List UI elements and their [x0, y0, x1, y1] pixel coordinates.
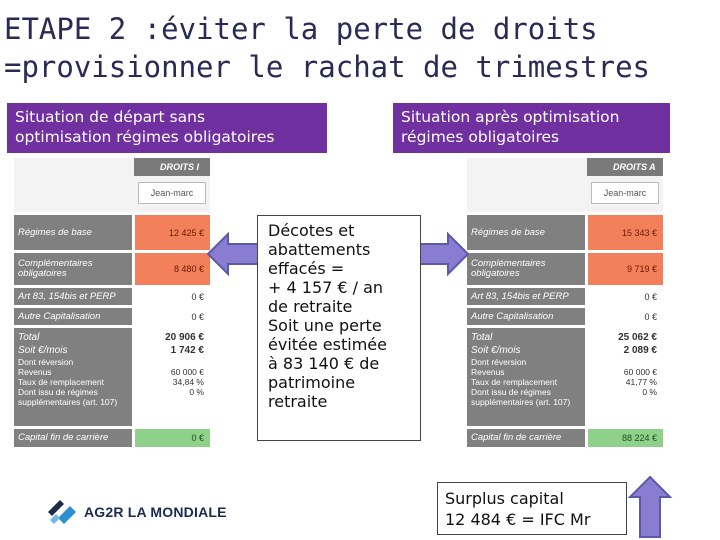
row-value: 15 343 € — [588, 215, 663, 250]
center-line: de retraite — [268, 297, 353, 316]
center-line: abattements — [268, 240, 371, 259]
row-label: Régimes de base — [467, 215, 585, 250]
table-header-title: DROITS A — [587, 158, 663, 176]
page-title — [4, 10, 716, 86]
right-banner-line-2: régimes obligatoires — [401, 128, 560, 146]
row-value: 0 € — [135, 429, 210, 447]
table-row-art83 — [467, 288, 663, 305]
surplus-line-1: Surplus capital — [445, 489, 564, 508]
total-values: 25 062 € 2 089 € 60 000 € 41,77 % 0 % — [588, 328, 663, 426]
center-line: + 4 157 € / an — [268, 278, 384, 297]
left-banner-line-1: Situation de départ sans — [15, 108, 206, 126]
right-banner — [393, 103, 670, 153]
title-line-2: =provisionner le rachat de trimestres — [4, 50, 651, 84]
right-arrow-icon — [418, 230, 470, 278]
row-label: Complémentaires obligatoires — [467, 253, 585, 285]
row-label: Capital fin de carrière — [14, 429, 132, 447]
center-line: Décotes et — [268, 221, 355, 240]
total-values: 20 906 € 1 742 € 60 000 € 34,84 % 0 % — [135, 328, 210, 426]
left-rights-table — [14, 158, 210, 447]
row-label: Capital fin de carrière — [467, 429, 585, 447]
row-label: Complémentaires obligatoires — [14, 253, 132, 285]
row-value: 12 425 € — [135, 215, 210, 250]
left-banner-line-2: optimisation régimes obligatoires — [15, 128, 275, 146]
company-logo — [44, 492, 244, 532]
table-header-name: Jean-marc — [138, 182, 206, 204]
row-value: 88 224 € — [588, 429, 663, 447]
logo-mark-icon — [44, 494, 80, 530]
row-value: 9 719 € — [588, 253, 663, 285]
table-row-base — [467, 215, 663, 250]
table-row-autre-capitalisation — [467, 308, 663, 325]
table-row-base — [14, 215, 210, 250]
table-header — [14, 158, 210, 212]
row-label: Autre Capitalisation — [467, 308, 585, 325]
table-row-autre-capitalisation — [14, 308, 210, 325]
left-arrow-icon — [206, 230, 262, 278]
row-label: Autre Capitalisation — [14, 308, 132, 325]
table-header — [467, 158, 663, 212]
table-row-capital — [467, 429, 663, 447]
center-line: effacés = — [268, 259, 345, 278]
right-banner-line-1: Situation après optimisation — [401, 108, 620, 126]
table-row-complementaires — [14, 253, 210, 285]
left-banner — [7, 103, 327, 153]
row-value: 0 € — [588, 288, 663, 305]
row-value: 8 480 € — [135, 253, 210, 285]
center-line: évitée estimée — [268, 335, 387, 354]
row-label: Art 83, 154bis et PERP — [14, 288, 132, 305]
row-value: 0 € — [135, 288, 210, 305]
right-rights-table — [467, 158, 663, 447]
surplus-capital-box — [437, 482, 627, 535]
table-header-title: DROITS I — [134, 158, 210, 176]
surplus-line-2: 12 484 € = IFC Mr — [445, 510, 591, 529]
title-line-1: ETAPE 2 :éviter la perte de droits — [4, 12, 598, 46]
logo-text: AG2R LA MONDIALE — [84, 504, 227, 520]
table-total-block — [467, 328, 663, 426]
table-row-capital — [14, 429, 210, 447]
center-line: retraite — [268, 392, 328, 411]
table-row-art83 — [14, 288, 210, 305]
table-header-name: Jean-marc — [591, 182, 659, 204]
row-value: 0 € — [588, 308, 663, 325]
total-labels: Total Soit €/mois Dont réversion Revenus Taux de remplacement Dont issu de régimes supplémentaires (art. 107) — [467, 328, 585, 426]
row-label: Régimes de base — [14, 215, 132, 250]
row-value: 0 € — [135, 308, 210, 325]
total-labels: Total Soit €/mois Dont réversion Revenus Taux de remplacement Dont issu de régimes supplémentaires (art. 107) — [14, 328, 132, 426]
center-line: patrimoine — [268, 373, 356, 392]
center-line: Soit une perte — [268, 316, 382, 335]
table-row-complementaires — [467, 253, 663, 285]
center-text-box — [257, 215, 421, 441]
row-label: Art 83, 154bis et PERP — [467, 288, 585, 305]
center-line: à 83 140 € de — [268, 354, 380, 373]
up-arrow-icon — [626, 475, 674, 539]
table-total-block — [14, 328, 210, 426]
